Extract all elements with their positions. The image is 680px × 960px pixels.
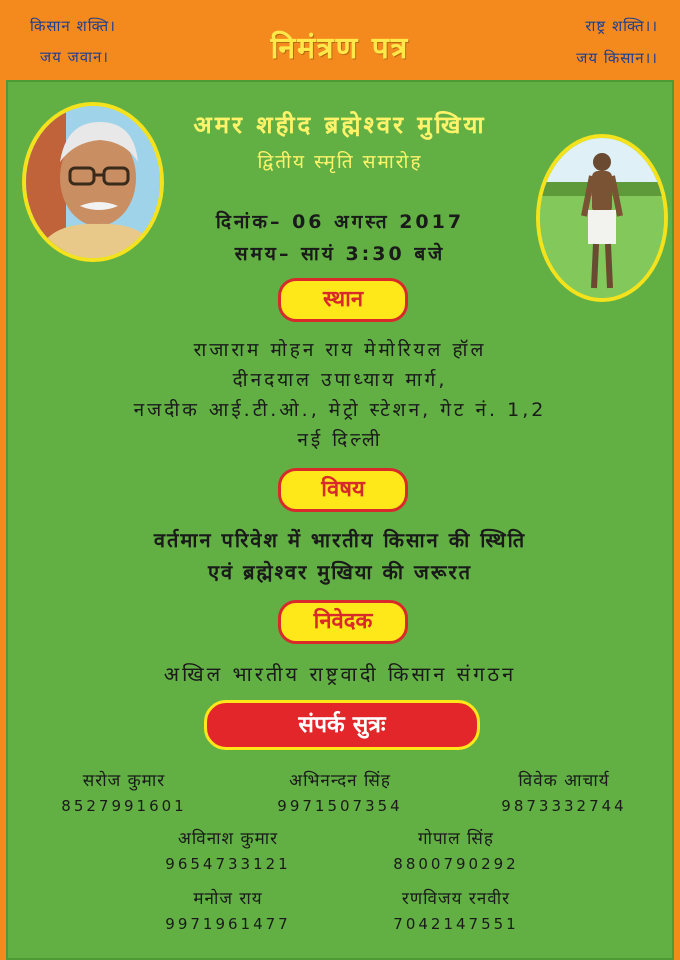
contact-name: गोपाल सिंह <box>418 829 494 849</box>
contact-name: विवेक आचार्य <box>518 771 610 791</box>
contact-heading: संपर्क सुत्रः <box>204 700 480 750</box>
event-date: दिनांक– 06 अगस्त 2017 <box>215 211 465 233</box>
contact-phone: 8527991601 <box>61 797 187 815</box>
venue-line: नई दिल्ली <box>297 429 383 451</box>
contact-phone: 9971961477 <box>165 915 291 933</box>
slogan-right-2: जय किसान।। <box>576 49 658 67</box>
slogan-right-1: राष्ट्र शक्ति।। <box>585 17 658 35</box>
slogan-left-2: जय जवान। <box>40 48 109 66</box>
place-heading: स्थान <box>278 278 408 322</box>
contact-name: अविनाश कुमार <box>177 829 279 849</box>
contact-name: रणविजय रनवीर <box>401 889 511 909</box>
contact-phone: 9971507354 <box>277 797 403 815</box>
venue-line: नजदीक आई.टी.ओ., मेट्रो स्टेशन, गेट नं. 1,2 <box>133 399 547 421</box>
page-title: निमंत्रण पत्र <box>270 31 410 66</box>
contact-phone: 9873332744 <box>501 797 627 815</box>
contact-card <box>240 768 440 815</box>
venue-line: दीनदयाल उपाध्याय मार्ग, <box>232 369 448 391</box>
contact-card <box>356 886 556 933</box>
contact-phone: 8800790292 <box>393 855 519 873</box>
invitation-panel <box>6 80 674 960</box>
venue-line: राजाराम मोहन राय मेमोरियल हॉल <box>193 339 487 361</box>
contact-card <box>128 886 328 933</box>
applicant-heading: निवेदक <box>278 600 408 644</box>
contact-phone: 7042147551 <box>393 915 519 933</box>
contact-name: अभिनन्दन सिंह <box>289 771 391 791</box>
event-time: समय– सायं 3:30 बजे <box>234 243 446 265</box>
event-title: अमर शहीद ब्रह्मेश्वर मुखिया <box>193 111 487 139</box>
applicant-name: अखिल भारतीय राष्ट्रवादी किसान संगठन <box>163 662 517 686</box>
slogan-left-1: किसान शक्ति। <box>30 17 116 35</box>
contact-name: सरोज कुमार <box>82 771 166 791</box>
topic-line: वर्तमान परिवेश में भारतीय किसान की स्थिति <box>153 528 527 552</box>
event-subtitle: द्वितीय स्मृति समारोह <box>257 151 423 173</box>
topic-heading: विषय <box>278 468 408 512</box>
contact-card <box>464 768 664 815</box>
contact-card <box>356 826 556 873</box>
contact-phone: 9654733121 <box>165 855 291 873</box>
contact-card <box>24 768 224 815</box>
contact-name: मनोज राय <box>193 889 263 909</box>
header-band <box>0 0 680 80</box>
topic-line: एवं ब्रह्मेश्वर मुखिया की जरूरत <box>207 560 473 584</box>
contact-card <box>128 826 328 873</box>
